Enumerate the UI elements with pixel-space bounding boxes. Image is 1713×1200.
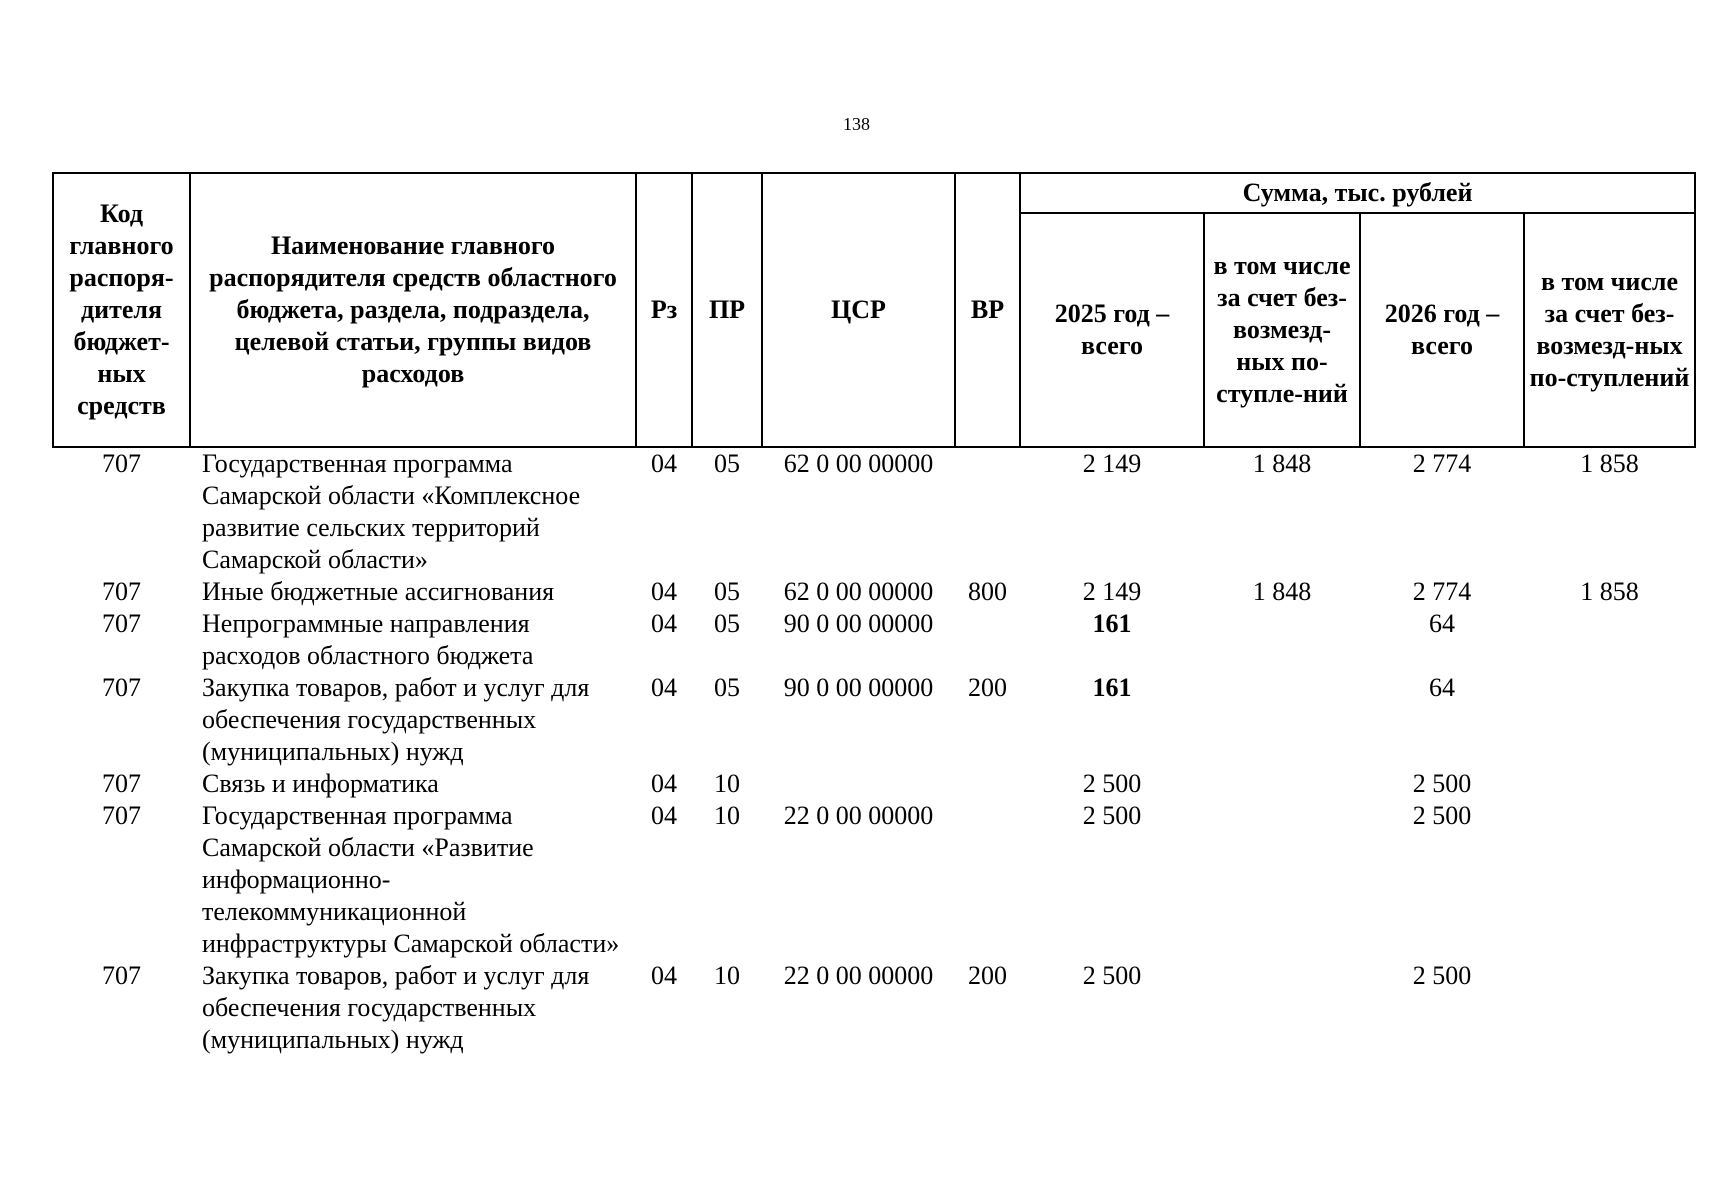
- header-code: Код главного распоря-дителя бюджет-ных средств: [53, 173, 190, 447]
- cell-code: 707: [102, 673, 141, 702]
- cell-name: Закупка товаров, работ и услуг для обеспечения государственных (муниципальных) нужд: [202, 673, 590, 766]
- cell-pr: 05: [714, 577, 740, 606]
- cell-2026-grants: [1524, 960, 1695, 1056]
- cell-rz: 04: [651, 609, 677, 638]
- table-row: [53, 576, 1695, 608]
- cell-2025-total: 2 500: [1082, 769, 1142, 798]
- header-name: Наименование главного распорядителя средств областного бюджета, раздела, подраздела, целевой статьи, группы видов расходов: [190, 173, 636, 447]
- cell-2026-grants: [1524, 608, 1695, 672]
- cell-2025-grants: [1204, 800, 1360, 960]
- header-sum-title: Сумма, тыс. рублей: [1020, 173, 1695, 213]
- header-csr: ЦСР: [762, 173, 955, 447]
- cell-pr: 10: [714, 769, 740, 798]
- header-pr: ПР: [692, 173, 762, 447]
- table-row: [53, 768, 1695, 800]
- header-2026-total: 2026 год – всего: [1360, 213, 1524, 447]
- cell-csr: 22 0 00 00000: [783, 801, 934, 830]
- table-row: [53, 800, 1695, 960]
- cell-2025-total: 2 149: [1082, 449, 1142, 478]
- cell-name: Государственная программа Самарской области «Комплексное развитие сельских территорий Самарской области»: [202, 449, 581, 574]
- budget-table: [52, 172, 1696, 1056]
- cell-rz: 04: [651, 673, 677, 702]
- table-row: [53, 960, 1695, 1056]
- cell-2025-grants: [1204, 608, 1360, 672]
- cell-csr: 22 0 00 00000: [783, 961, 934, 990]
- cell-rz: 04: [651, 961, 677, 990]
- table-row: [53, 447, 1695, 576]
- cell-2025-grants: 1 848: [1252, 577, 1312, 606]
- cell-2025-total: 2 500: [1082, 961, 1142, 990]
- cell-2026-total: 2 500: [1412, 961, 1472, 990]
- cell-rz: 04: [651, 801, 677, 830]
- cell-2025-total: 161: [1092, 673, 1132, 702]
- cell-name: Иные бюджетные ассигнования: [202, 577, 555, 606]
- cell-2026-total: 64: [1429, 609, 1455, 638]
- cell-2025-grants: 1 848: [1252, 449, 1312, 478]
- cell-2026-total: 2 500: [1412, 801, 1472, 830]
- cell-name: Государственная программа Самарской области «Развитие информационно-телекоммуникационной инфраструктуры Самарской области»: [202, 801, 620, 958]
- cell-csr: 90 0 00 00000: [783, 673, 934, 702]
- cell-rz: 04: [651, 577, 677, 606]
- cell-pr: 05: [714, 449, 740, 478]
- header-2025-grants: в том числе за счет без-возмезд-ных по-ступле-ний: [1204, 213, 1360, 447]
- cell-2025-grants: [1204, 768, 1360, 800]
- cell-2025-grants: [1204, 960, 1360, 1056]
- cell-code: 707: [102, 449, 141, 478]
- cell-2026-total: 2 774: [1412, 449, 1472, 478]
- cell-csr: [762, 768, 955, 800]
- cell-2025-grants: [1204, 672, 1360, 768]
- page-number: 138: [843, 114, 870, 134]
- cell-csr: 90 0 00 00000: [783, 609, 934, 638]
- cell-pr: 05: [714, 673, 740, 702]
- cell-2026-grants: [1524, 672, 1695, 768]
- cell-name: Непрограммные направления расходов областного бюджета: [202, 609, 534, 670]
- cell-2026-grants: [1524, 768, 1695, 800]
- header-2025-total: 2025 год – всего: [1020, 213, 1204, 447]
- cell-rz: 04: [651, 449, 677, 478]
- cell-csr: 62 0 00 00000: [783, 449, 934, 478]
- cell-vr: 800: [968, 577, 1007, 606]
- cell-name: Закупка товаров, работ и услуг для обеспечения государственных (муниципальных) нужд: [202, 961, 590, 1054]
- cell-2026-total: 2 774: [1412, 577, 1472, 606]
- cell-vr: [955, 608, 1020, 672]
- cell-vr: [955, 800, 1020, 960]
- header-vr: ВР: [955, 173, 1020, 447]
- cell-code: 707: [102, 801, 141, 830]
- cell-code: 707: [102, 961, 141, 990]
- cell-code: 707: [102, 609, 141, 638]
- cell-pr: 10: [714, 961, 740, 990]
- table-header: [53, 173, 1695, 447]
- cell-2026-grants: 1 858: [1580, 449, 1639, 478]
- cell-vr: 200: [968, 673, 1007, 702]
- cell-2025-total: 2 149: [1082, 577, 1142, 606]
- cell-2025-total: 161: [1092, 609, 1132, 638]
- cell-2026-total: 64: [1429, 673, 1455, 702]
- cell-pr: 10: [714, 801, 740, 830]
- cell-name: Связь и информатика: [202, 769, 439, 798]
- cell-rz: 04: [651, 769, 677, 798]
- cell-vr: [955, 447, 1020, 576]
- table-row: [53, 672, 1695, 768]
- cell-2026-grants: 1 858: [1580, 577, 1639, 606]
- cell-2026-grants: [1524, 800, 1695, 960]
- cell-code: 707: [102, 769, 141, 798]
- cell-vr: [955, 768, 1020, 800]
- table-row: [53, 608, 1695, 672]
- table-body: [53, 447, 1695, 1056]
- cell-code: 707: [102, 577, 141, 606]
- cell-pr: 05: [714, 609, 740, 638]
- cell-2025-total: 2 500: [1082, 801, 1142, 830]
- cell-vr: 200: [968, 961, 1007, 990]
- header-rz: Рз: [636, 173, 692, 447]
- cell-csr: 62 0 00 00000: [783, 577, 934, 606]
- header-2026-grants: в том числе за счет без-возмезд-ных по-ступлений: [1524, 213, 1695, 447]
- cell-2026-total: 2 500: [1412, 769, 1472, 798]
